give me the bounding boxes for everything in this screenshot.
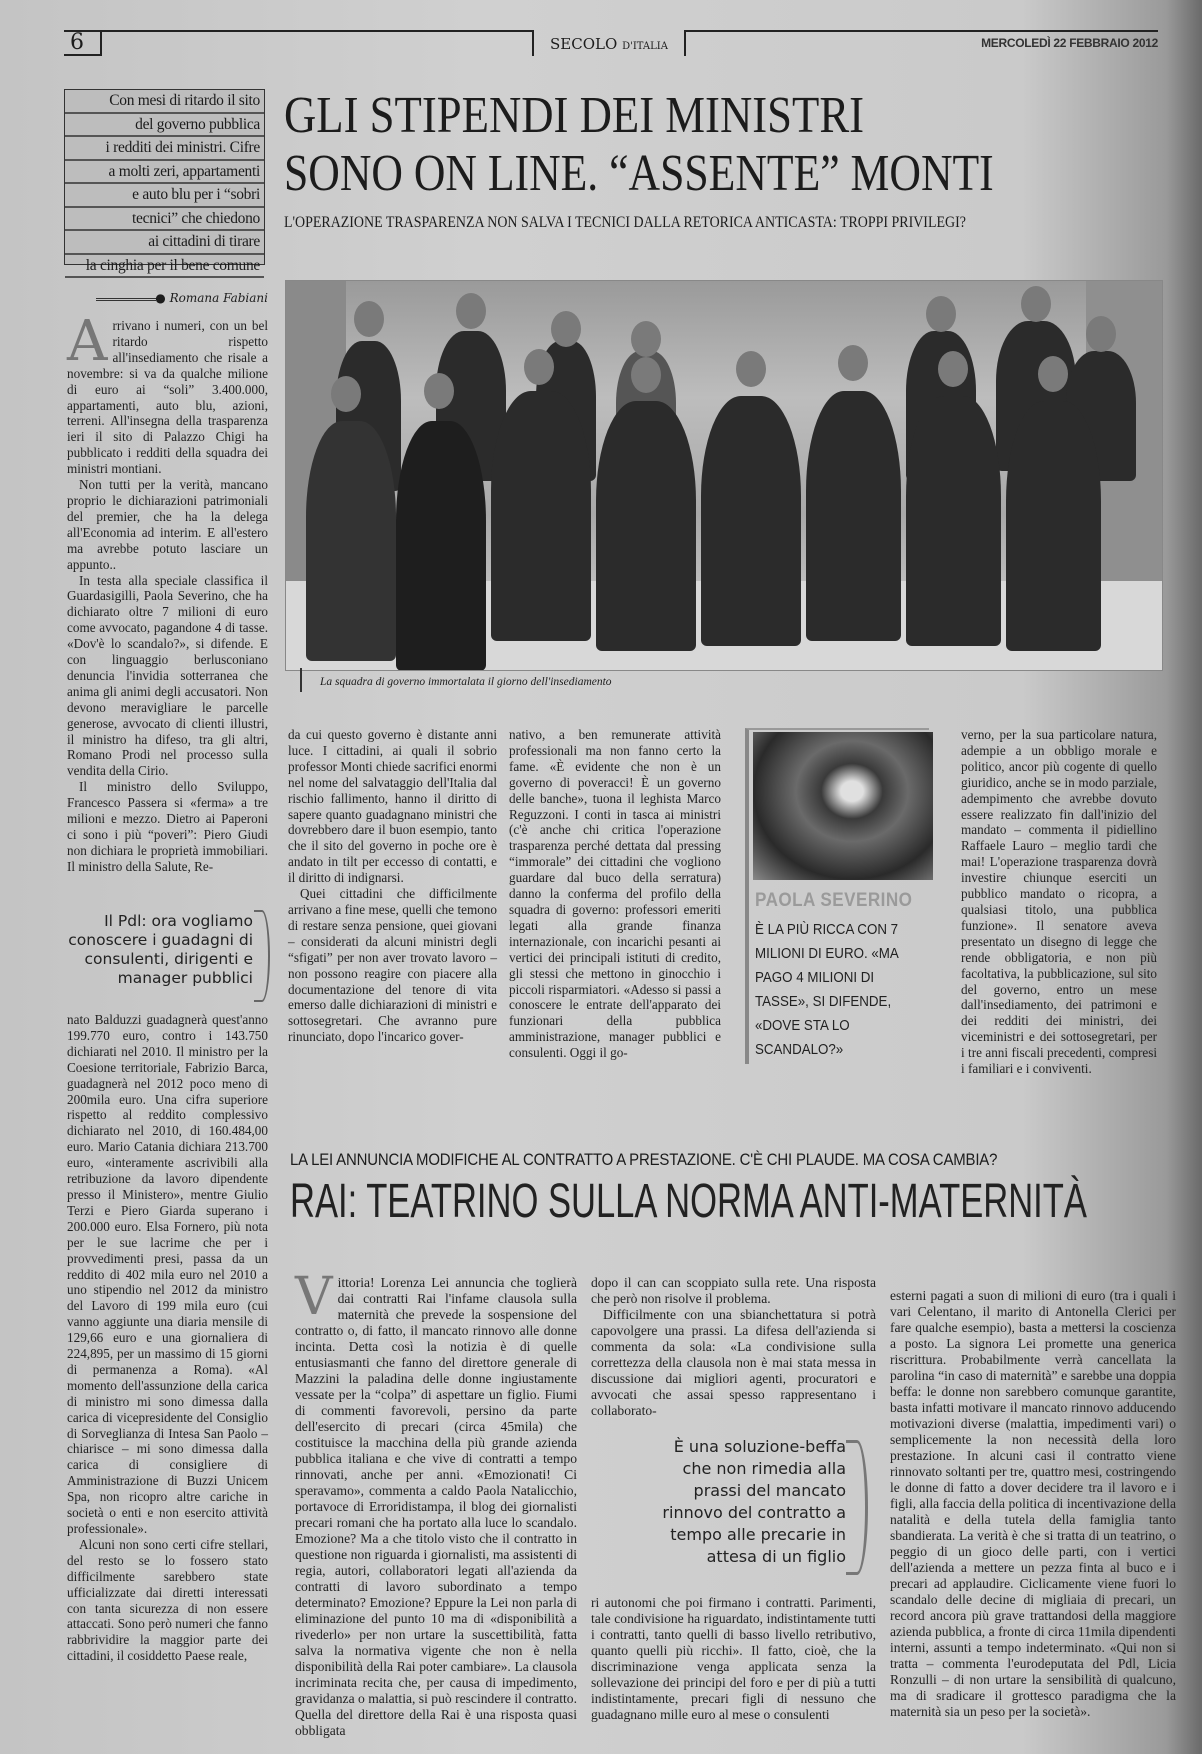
summary-line: i redditi dei ministri. Cifre [65,137,264,161]
paragraph: nato Balduzzi guadagnerà quest'anno 199.770 euro, contro i 143.750 dichiarati nel 2010. Il ministro per la Coesione territoriale, Fabrizio Barca, guadagnerà nel 2012 poco meno di 200mila euro. Una cifra superiore rispetto al reddito complessivo dichiarato nel 2010, di 160.484,00 euro. Mario Catania dichiara 213.700 euro, «interamente ascrivibili alla retribuzione da lavoro dipendente presso il Ministero», mentre Giulio Terzi e Piero Giarda superano i 200.000 euro. Elsa Fornero, più nota per le sue lacrime che per i provvedimenti presi, passa da un reddito di 402 mila euro nel 2010 a uno stipendio nel 2012 da ministro del Lavoro di 199 mila euro (cui vanno aggiunte una diaria mensile di 129,66 euro e una giornaliera di 224,895, per un massimo di 15 giorni di permanenza a Roma). «Al momento dell'assunzione della carica di ministro mi sono dimessa dalla carica di vicepresidente del Consiglio di Sorveglianza di Intesa San Paolo – chiarisce – mi sono dimessa dalla carica di consigliere di Amministrazione di Buzzi Unicem Spa, non ricopro altre cariche in società o enti e non esercito attività professionale». [67,1012,268,1536]
paragraph: nativo, a ben remunerate attività professionali ma non fanno certo la fame. «È evidente che non è un governo di poveracci! È un governo delle banche», tuona il leghista Marco Reguzzoni. I conti in tasca ai ministri (c'è anche chi critica l'operazione trasparenza perché dettata dal pressing “immorale” dei cittadini che vogliono guardare dal buco della serratura) danno la conferma del profilo della squadra di governo: professori emeriti legati alla grande finanza internazionale, con incarichi pesanti ai vertici dei principali istituti di credito, gli stessi che mettono in ginocchio i piccoli risparmiatori. «Adesso si passi a conoscere le entrate dell'apparato dei funzionari della pubblica amministrazione, manager pubblici e consulenti. Oggi il go- [509,727,721,1061]
profile-quote: È LA PIÙ RICCA CON 7 MILIONI DI EURO. «MA PAGO 4 MILIONI DI TASSE», SI DIFENDE, «DOVE STA LO SCANDALO?» [755,922,899,1058]
article2-column-2-bottom [591,1595,876,1723]
article1-column-5 [961,727,1157,1077]
pull-quote-bracket [846,1440,868,1575]
article2-headline: RAI: TEATRINO SULLA NORMA ANTI-MATERNITÀ [290,1175,1087,1228]
paragraph: ittoria! Lorenza Lei annuncia che toglierà dai contratti Rai l'infame clausola sulla maternità che prevede la sospensione del contratto o, di fatto, il mancato rinnovo alle donne incinta. Detta così la notizia è di quelle entusiasmanti che fanno del direttore generale di Mazzini la paladina delle donne ingiustamente vessate per la “colpa” di aspettare un figlio. Fiumi di commenti favorevoli, persino da parte dell'esercito di precari (circa 45mila) che costituisce la macchina della più grande azienda pubblica italiana e che vive di contratti a tempo rinnovati, anche per anni. «Emozionati! Ci speravamo», commenta a caldo Paola Natalicchio, portavoce di Erroridistampa, il blog dei giornalisti precari romani che ha portato alla luce lo scandalo. Emozione? Ma a che titolo visto che il contratto in questione non riguarda i giornalisti, ma assistenti di regia, autori, collaboratori legati all'azienda da contratti di lavoro subordinato a tempo determinato? Emozione? Eppure la Lei non parla di eliminazione del punto 10 ma di «disponibilità a rivederlo» per non urtare la suscettibilità, fatta salva la normativa vigente che non è nella disponibilità della Rai poter cambiare». La clausola incriminata recita che, per causa di impedimento, gravidanza o malattia, si può rescindere il contratto. Quella del direttore della Rai è una risposta quasi obbligata [295,1275,577,1738]
paragraph: Non tutti per la verità, mancano proprio le dichiarazioni patrimoniali del premier, che ha la delega all'Economia ad interim. E all'estero ma avrebbe potuto lasciare un appunto.. [67,477,268,572]
paragraph: dopo il can can scoppiato sulla rete. Una risposta che però non risolve il problema. [591,1275,876,1306]
paragraph: In testa alla speciale classifica il Guardasigilli, Paola Severino, che ha dichiarato oltre 7 milioni di euro come avvocato, pagandone 4 di tasse. «Dov'è lo scandalo?», si difende. E con linguaggio berlusconiano denuncia l'invidia sotterranea che anima gli animi degli accusatori. Non devono meravigliare le parcelle generose, avvocato di clienti illustri, il ministro ha difeso, tra gli altri, Romano Prodi nel processo sulla vendita della Cirio. [67,572,268,779]
header-rule-right [684,30,1158,32]
paragraph: Quei cittadini che difficilmente arrivano a fine mese, quelli che temono di restare senza pensione, quei giovani – considerati da alcuni ministri degli “sfigati” per non aver trovato lavoro – non possono reagire con piacere alla documentazione del tenore di vita emerso dalle dichiarazioni di ministri e sottosegretari. Che avranno pure rinunciato, dopo l'incarico gover- [288,886,497,1045]
article2-column-3 [890,1288,1176,1720]
author-name: Romana Fabiani [169,291,268,305]
caption-rule [300,668,302,692]
profile-box [745,728,929,1064]
paragraph: da cui questo governo è distante anni luce. I cittadini, ai quali il sobrio professor Monti chiede sacrifici enormi nel nome del salvataggio dell'Italia dal rischio fallimento, hanno il diritto di sapere quanto guadagnano ministri che dovrebbero dare il buon esempio, tanto che il sito del governo in poche ore è andato in tilt per eccesso di contatti, e il diritto di indignarsi. [288,727,497,886]
paragraph: Il ministro dello Sviluppo, Francesco Passera si «ferma» a tre milioni e mezzo. Dietro ai Paperoni ci sono i più “poveri”: Piero Giudi non dichiara le proprietà immobiliari. Il ministro della Salute, Re- [67,779,268,874]
drop-cap: A [67,309,108,374]
summary-line: Con mesi di ritardo il sito [65,90,264,114]
severino-photo [753,732,933,880]
header-rule-left [64,30,534,32]
summary-line: e auto blu per i “sobri [65,184,264,208]
drop-cap: V [295,1267,333,1327]
paragraph: Difficilmente con una sbianchettatura si potrà capovolgere una prassi. La difesa dell'azienda si commenta da sola: «La condivisione sulla correttezza della clausola non è mai stata messa in discussione dai migliori agenti, procuratori e avvocati che assai spesso rappresentano i collaborato- [591,1307,876,1418]
issue-date: MERCOLEDÌ 22 FEBBRAIO 2012 [981,36,1158,50]
article1-column-3 [509,727,721,1061]
masthead-subtitle: D'ITALIA [622,41,668,52]
paragraph: rrivano i numeri, con un bel ritardo rispetto all'insediamento che risale a novembre: si va da qualche milione di euro ai “soli” 3.400.000, appartamenti, auto blu, azioni, terreni. All'insegna della trasparenza ieri il sito di Palazzo Chigi ha pubblicato i redditi della squadra dei ministri montiani. [67,318,268,477]
byline-rule [96,298,156,301]
article1-column-2 [288,727,497,1045]
masthead [532,30,686,56]
pull-quote-bracket [254,910,270,1002]
summary-line: tecnici” che chiedono [65,208,264,232]
paragraph: esterni pagati a suon di milioni di euro (tra i quali i vari Celentano, il marito di Antonella Clerici per fare qualche esempio), basta a mettersi la coscienza a posto. La signora Lei promette una generica riscrittura. Probabilmente verrà cancellata la parolina “in caso di maternità” e sarebbe una doppia beffa: le donne non sarebbero comunque garantite, basta infatti motivare il mancato rinnovo adducendo motivazioni diverse (malattia, impedimenti vari) o semplicemente la non necessità della loro prestazione. In alcuni casi il contratto viene rinnovato soltanti per tre, quattro mesi, costringendo le donne di fatto a dover decidere tra il lavoro e i figli, alla faccia della politica di incentivazione della natalità e della tutela della famiglia tanto sbandierata. La verità è che si tratta di un teatrino, o peggio di un gioco delle parti, con i vertici dell'azienda a mettere un pezza finta al buco e i precari ad applaudire. Ciclicamente viene fuori lo scandalo delle decine di migliaia di precari, un record ancora più grave trattandosi della maggiore azienda pubblica, a fronte di circa 11mila dipendenti interni, assunti a tempo indeterminato. «Qui non si tratta – commenta l'eurodeputata del Pdl, Licia Ronzulli – di non urtare la sensibilità di qualcuno, ma di sradicare il grottesco paradigma che la maternità sia un peso per la società». [890,1288,1176,1719]
paragraph: ri autonomi che poi firmano i contratti. Parimenti, tale condivisione ha riguardato, indistintamente tutti i contratti, tanto quelli di basso livello retributivo, quanto quelli più ricchi». Il fatto, cioè, che la discriminazione venga applicata senza la sollevazione dei principi del foro e per di più a tutti indistintamente, precari figli di nessuno che guadagnano mille euro al mese o consulenti [591,1595,876,1722]
headline-line-2: SONO ON LINE. “ASSENTE” MONTI [284,145,994,202]
photo-caption: La squadra di governo immortalata il giorno dell'insediamento [320,676,612,688]
article1-column-1 [67,309,268,875]
paragraph: Alcuni non sono certi cifre stellari, del resto se lo fossero stato difficilmente sarebbero state ufficializzate dai diretti interessati con tanta sicurezza di non essere attaccati. Sono però numeri che fanno rabbrividire la maggior parte dei cittadini, il cosiddetto Paese reale, [67,1536,268,1664]
subheadline: L'OPERAZIONE TRASPARENZA NON SALVA I TECNICI DALLA RETORICA ANTICASTA: TROPPI PRIVILEGI? [284,214,966,231]
headline-line-1: GLI STIPENDI DEI MINISTRI [284,87,865,144]
page-number: 6 [64,30,102,56]
summary-box [64,89,265,274]
summary-line: a molti zeri, appartamenti [65,161,264,185]
masthead-title: SECOLO [550,35,618,53]
pull-quote: Il Pdl: ora vogliamo conoscere i guadagni di consulenti, dirigenti e manager pubblici [68,912,253,987]
summary-line: la cinghia per il bene comune [65,255,264,279]
article2-pull-quote: È una soluzione-beffa che non rimedia alla prassi del mancato rinnovo del contratto a tempo alle precarie in attesa di un figlio [662,1437,846,1566]
article1-column-1-continued [67,1012,268,1664]
profile-name: PAOLA SEVERINO [755,890,913,911]
summary-line: del governo pubblica [65,114,264,138]
byline: ● Romana Fabiani [155,291,268,305]
summary-line: ai cittadini di tirare [65,231,264,255]
article2-column-1 [295,1267,577,1739]
article2-kicker: LA LEI ANNUNCIA MODIFICHE AL CONTRATTO A PRESTAZIONE. C'È CHI PLAUDE. MA COSA CAMBIA? [290,1150,998,1169]
government-group-photo [285,280,1163,671]
paragraph: verno, per la sua particolare natura, adempie a un obbligo morale e politico, ancor più cogente di quello giuridico, anche se in modo parziale, adempimento che avrebbe dovuto essere realizzato fin dall'inizio del mandato – commenta il pidiellino Raffaele Lauro – meglio tardi che mai! L'operazione trasparenza dovrà investire chiunque eserciti un pubblico mandato o ricopra, a qualsiasi titolo, una pubblica funzione». Il senatore aveva presentato un disegno di legge che rende obbligatoria, e non più facoltativa, la pubblicazione, sul sito del governo, entro un mese dall'insediamento, dei patrimoni e dei redditi dei ministri, dei viceministri e dei sottosegretari, per i tre anni fiscali precedenti, compresi i familiari e i conviventi. [961,727,1157,1077]
article2-column-2-top [591,1275,876,1419]
